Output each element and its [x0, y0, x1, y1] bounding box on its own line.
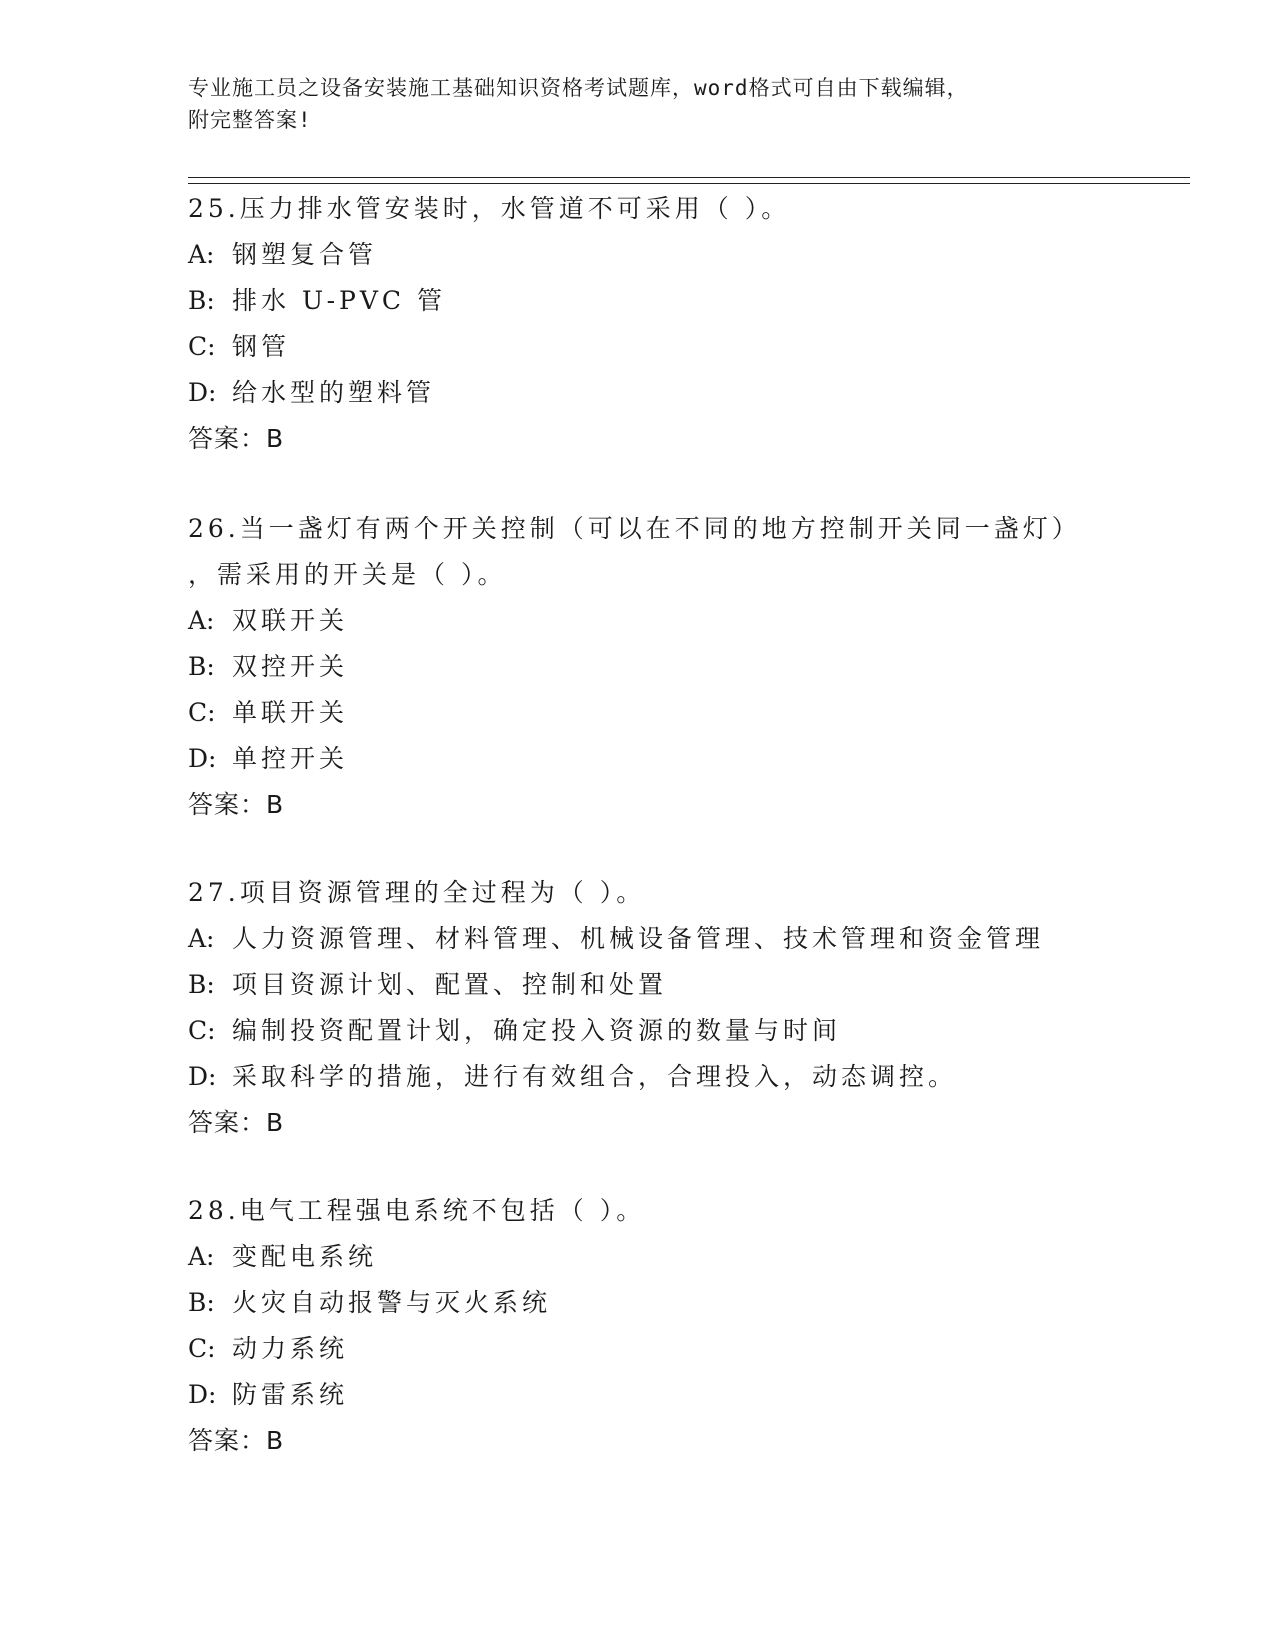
- option-a: [188, 916, 1088, 962]
- option-text: 双联开关: [232, 606, 349, 635]
- option-text: 人力资源管理、材料管理、机械设备管理、技术管理和资金管理: [232, 924, 1045, 953]
- option-letter: D:: [188, 378, 217, 407]
- option-c: [188, 1326, 1088, 1372]
- document-header: [188, 72, 1068, 136]
- option-a: [188, 232, 1088, 278]
- option-b: [188, 962, 1088, 1008]
- question-stem: 27.项目资源管理的全过程为（ ）。: [188, 878, 646, 907]
- option-text: 给水型的塑料管: [232, 378, 436, 407]
- option-b: [188, 1280, 1088, 1326]
- answer-line: 答案：B: [188, 424, 285, 453]
- option-text: 防雷系统: [232, 1380, 349, 1409]
- option-letter: C:: [188, 1016, 216, 1045]
- option-text: 采取科学的措施，进行有效组合，合理投入，动态调控。: [232, 1062, 958, 1091]
- option-letter: D:: [188, 1062, 217, 1091]
- option-text: 钢管: [232, 332, 291, 361]
- question-stem: 25.压力排水管安装时，水管道不可采用（ ）。: [188, 194, 791, 223]
- option-d: [188, 370, 1088, 416]
- answer-line: 答案：B: [188, 790, 285, 819]
- option-letter: C:: [188, 698, 216, 727]
- question-stem-continued: ，需采用的开关是（ ）。: [188, 560, 507, 589]
- option-letter: A:: [188, 240, 215, 269]
- option-letter: D:: [188, 1380, 217, 1409]
- option-b: [188, 278, 1088, 324]
- answer-line: 答案：B: [188, 1426, 285, 1455]
- header-divider-top: [188, 177, 1190, 178]
- option-text: 动力系统: [232, 1334, 349, 1363]
- option-d: [188, 1372, 1088, 1418]
- option-letter: A:: [188, 924, 215, 953]
- option-text: 火灾自动报警与灭火系统: [232, 1288, 552, 1317]
- option-a: [188, 1234, 1088, 1280]
- answer-line: 答案：B: [188, 1108, 285, 1137]
- option-a: [188, 598, 1088, 644]
- option-text: 单控开关: [232, 744, 349, 773]
- option-letter: A:: [188, 1242, 215, 1271]
- header-line-2: 附完整答案!: [188, 108, 312, 132]
- option-letter: B:: [188, 1288, 215, 1317]
- question-28: [188, 1188, 1088, 1464]
- option-text: 单联开关: [232, 698, 349, 727]
- option-letter: C:: [188, 332, 216, 361]
- option-text: 钢塑复合管: [232, 240, 378, 269]
- option-d: [188, 1054, 1088, 1100]
- question-26: [188, 506, 1088, 828]
- option-c: [188, 1008, 1088, 1054]
- option-letter: B:: [188, 286, 215, 315]
- option-letter: A:: [188, 606, 215, 635]
- header-divider-bottom: [188, 183, 1190, 184]
- question-stem: 28.电气工程强电系统不包括（ ）。: [188, 1196, 646, 1225]
- option-b: [188, 644, 1088, 690]
- option-text: 排水 U-PVC 管: [232, 286, 446, 315]
- option-letter: D:: [188, 744, 217, 773]
- header-line-1: 专业施工员之设备安装施工基础知识资格考试题库，word格式可自由下载编辑，: [188, 76, 969, 100]
- option-text: 项目资源计划、配置、控制和处置: [232, 970, 668, 999]
- option-letter: B:: [188, 970, 215, 999]
- question-stem: 26.当一盏灯有两个开关控制（可以在不同的地方控制开关同一盏灯）: [188, 514, 1081, 543]
- option-d: [188, 736, 1088, 782]
- option-text: 双控开关: [232, 652, 349, 681]
- option-letter: C:: [188, 1334, 216, 1363]
- option-c: [188, 690, 1088, 736]
- question-25: [188, 186, 1088, 462]
- option-letter: B:: [188, 652, 215, 681]
- option-c: [188, 324, 1088, 370]
- question-27: [188, 870, 1088, 1146]
- option-text: 变配电系统: [232, 1242, 378, 1271]
- option-text: 编制投资配置计划，确定投入资源的数量与时间: [232, 1016, 842, 1045]
